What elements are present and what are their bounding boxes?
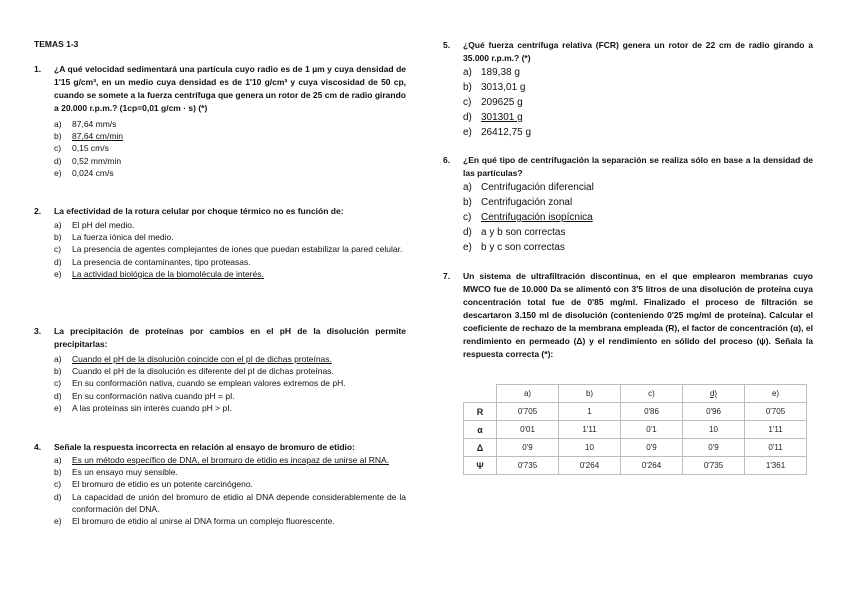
option-a: a) Centrifugación diferencial <box>463 182 594 193</box>
column-header: a) <box>497 385 559 403</box>
table-cell: 10 <box>559 439 621 457</box>
table-cell: 1 <box>559 403 621 421</box>
question-text: Un sistema de ultrafiltración discontinua, en el que emplearon membranas cuyo MWCO fue de 10.000 Da se alimentó con 3'5 litros de una disolución de proteína cuya concentración total fue de 0'85 mg/ml. Finalizado el proceso de filtración se descartaron 3.150 ml de disolución (conteniendo 0'25 mg/ml de proteína). Calcular el coeficiente de rechazo de la membrana empleada (R), el factor de concentración (α), el rendimiento en permeado (Δ) y el rendimiento en sólido del proceso (ψ). Señala la respuesta correcta (*): <box>463 271 813 359</box>
table-cell: 0'264 <box>559 457 621 475</box>
results-table <box>463 384 807 475</box>
question-number: 6. <box>443 155 451 165</box>
option-d: d) La capacidad de unión del bromuro de etidio al DNA depende considerablemente de la conformación del DNA. <box>54 491 406 514</box>
table-row <box>464 439 807 457</box>
option-d: d) En su conformación nativa cuando pH = pI. <box>54 390 235 401</box>
page-title: TEMAS 1-3 <box>34 39 79 49</box>
option-c: c) La presencia de agentes complejantes de iones que puedan estabilizar la pared celular. <box>54 244 403 255</box>
table-cell: 0'01 <box>497 421 559 439</box>
column-header: b) <box>559 385 621 403</box>
question-6 <box>443 154 813 255</box>
option-c: c) El bromuro de etidio es un potente carcinógeno. <box>54 479 253 490</box>
table-cell: 1'361 <box>745 457 807 475</box>
table-cell: 0'9 <box>497 439 559 457</box>
option-e: e) La actividad biológica de la biomolécula de interés. <box>54 268 264 279</box>
table-cell: 0'96 <box>683 403 745 421</box>
table-cell: 1'11 <box>745 421 807 439</box>
option-e: e) 0,024 cm/s <box>54 167 114 178</box>
table-cell: 0'11 <box>745 439 807 457</box>
question-5 <box>443 39 813 140</box>
option-e: e) A las proteínas sin interés cuando pH > pI. <box>54 402 232 413</box>
question-text: ¿Qué fuerza centrífuga relativa (FCR) genera un rotor de 22 cm de radio girando a 35.000 r.p.m.? (*) <box>463 40 813 63</box>
question-text: ¿En qué tipo de centrifugación la separación se realiza sólo en base a la densidad de las partículas? <box>463 155 813 178</box>
question-number: 7. <box>443 271 451 281</box>
question-number: 4. <box>34 442 42 452</box>
option-b: b) 3013,01 g <box>463 82 526 93</box>
table-cell: 10 <box>683 421 745 439</box>
question-text: La efectividad de la rotura celular por choque térmico no es función de: <box>54 206 344 216</box>
table-cell: 0'86 <box>621 403 683 421</box>
question-3 <box>34 325 406 414</box>
option-d: d) a y b son correctas <box>463 227 566 238</box>
option-c: c) En su conformación nativa, cuando se emplean valores extremos de pH. <box>54 378 346 389</box>
question-number: 5. <box>443 40 451 50</box>
option-b: b) La fuerza iónica del medio. <box>54 232 174 243</box>
column-header: c) <box>621 385 683 403</box>
row-label: α <box>464 421 497 439</box>
option-e: e) b y c son correctas <box>463 242 565 253</box>
option-c: c) 0,15 cm/s <box>54 143 109 154</box>
table-cell: 1'11 <box>559 421 621 439</box>
row-label: R <box>464 403 497 421</box>
option-e: e) 26412,75 g <box>463 127 532 138</box>
table-cell: 0'735 <box>497 457 559 475</box>
question-number: 2. <box>34 206 42 216</box>
question-1 <box>34 63 406 179</box>
table-cell: 0'9 <box>683 439 745 457</box>
table-cell: 0'9 <box>621 439 683 457</box>
option-b: b) Centrifugación zonal <box>463 197 573 208</box>
table-cell: 0'705 <box>745 403 807 421</box>
question-number: 3. <box>34 326 42 336</box>
option-c: c) Centrifugación isopícnica <box>463 212 593 223</box>
question-number: 1. <box>34 64 42 74</box>
column-header: d) <box>683 385 745 403</box>
option-a: a) 87,64 mm/s <box>54 119 117 129</box>
question-2 <box>34 205 406 280</box>
table-cell: 0'705 <box>497 403 559 421</box>
option-e: e) El bromuro de etidio al unirse al DNA forma un complejo fluorescente. <box>54 516 335 527</box>
table-row <box>464 421 807 439</box>
table-cell: 0'264 <box>621 457 683 475</box>
option-b: b) Es un ensayo muy sensible. <box>54 467 178 478</box>
option-b: b) Cuando el pH de la disolución es diferente del pI de dichas proteínas. <box>54 366 334 377</box>
question-7 <box>443 270 813 361</box>
question-text: La precipitación de proteínas por cambios en el pH de la disolución permite precipitarlas: <box>54 326 406 349</box>
table-row <box>464 457 807 475</box>
option-a: a) Cuando el pH de la disolución coincide con el pI de dichas proteínas. <box>54 354 332 364</box>
question-text: ¿A qué velocidad sedimentará una partícula cuyo radio es de 1 µm y cuya densidad de 1'15 g/cm³, en un medio cuya densidad es de 1'10 g/cm³ y cuya viscosidad de 50 cp, cuando se somete a la fuerza centrífuga que genera un rotor de 25 cm de radio girando a 20.000 r.p.m.? (1cp=0,01 g/cm · s) (*) <box>54 64 406 113</box>
option-d: d) La presencia de contaminantes, tipo proteasas. <box>54 256 251 267</box>
option-a: a) El pH del medio. <box>54 220 135 230</box>
option-d: d) 0,52 mm/min <box>54 155 122 166</box>
row-label: Ψ <box>464 457 497 475</box>
table-cell: 0'735 <box>683 457 745 475</box>
row-label: Δ <box>464 439 497 457</box>
option-d: d) 301301 g <box>463 112 523 123</box>
table-header-row <box>464 385 807 403</box>
option-a: a) 189,38 g <box>463 67 520 78</box>
question-4 <box>34 441 406 527</box>
table-cell: 0'1 <box>621 421 683 439</box>
option-a: a) Es un método específico de DNA, el bromuro de etidio es incapaz de unirse al RNA. <box>54 455 390 465</box>
table-row <box>464 403 807 421</box>
column-header: e) <box>745 385 807 403</box>
question-text: Señale la respuesta incorrecta en relación al ensayo de bromuro de etidio: <box>54 442 355 452</box>
option-c: c) 209625 g <box>463 97 523 108</box>
option-b: b) 87,64 cm/min <box>54 131 124 142</box>
